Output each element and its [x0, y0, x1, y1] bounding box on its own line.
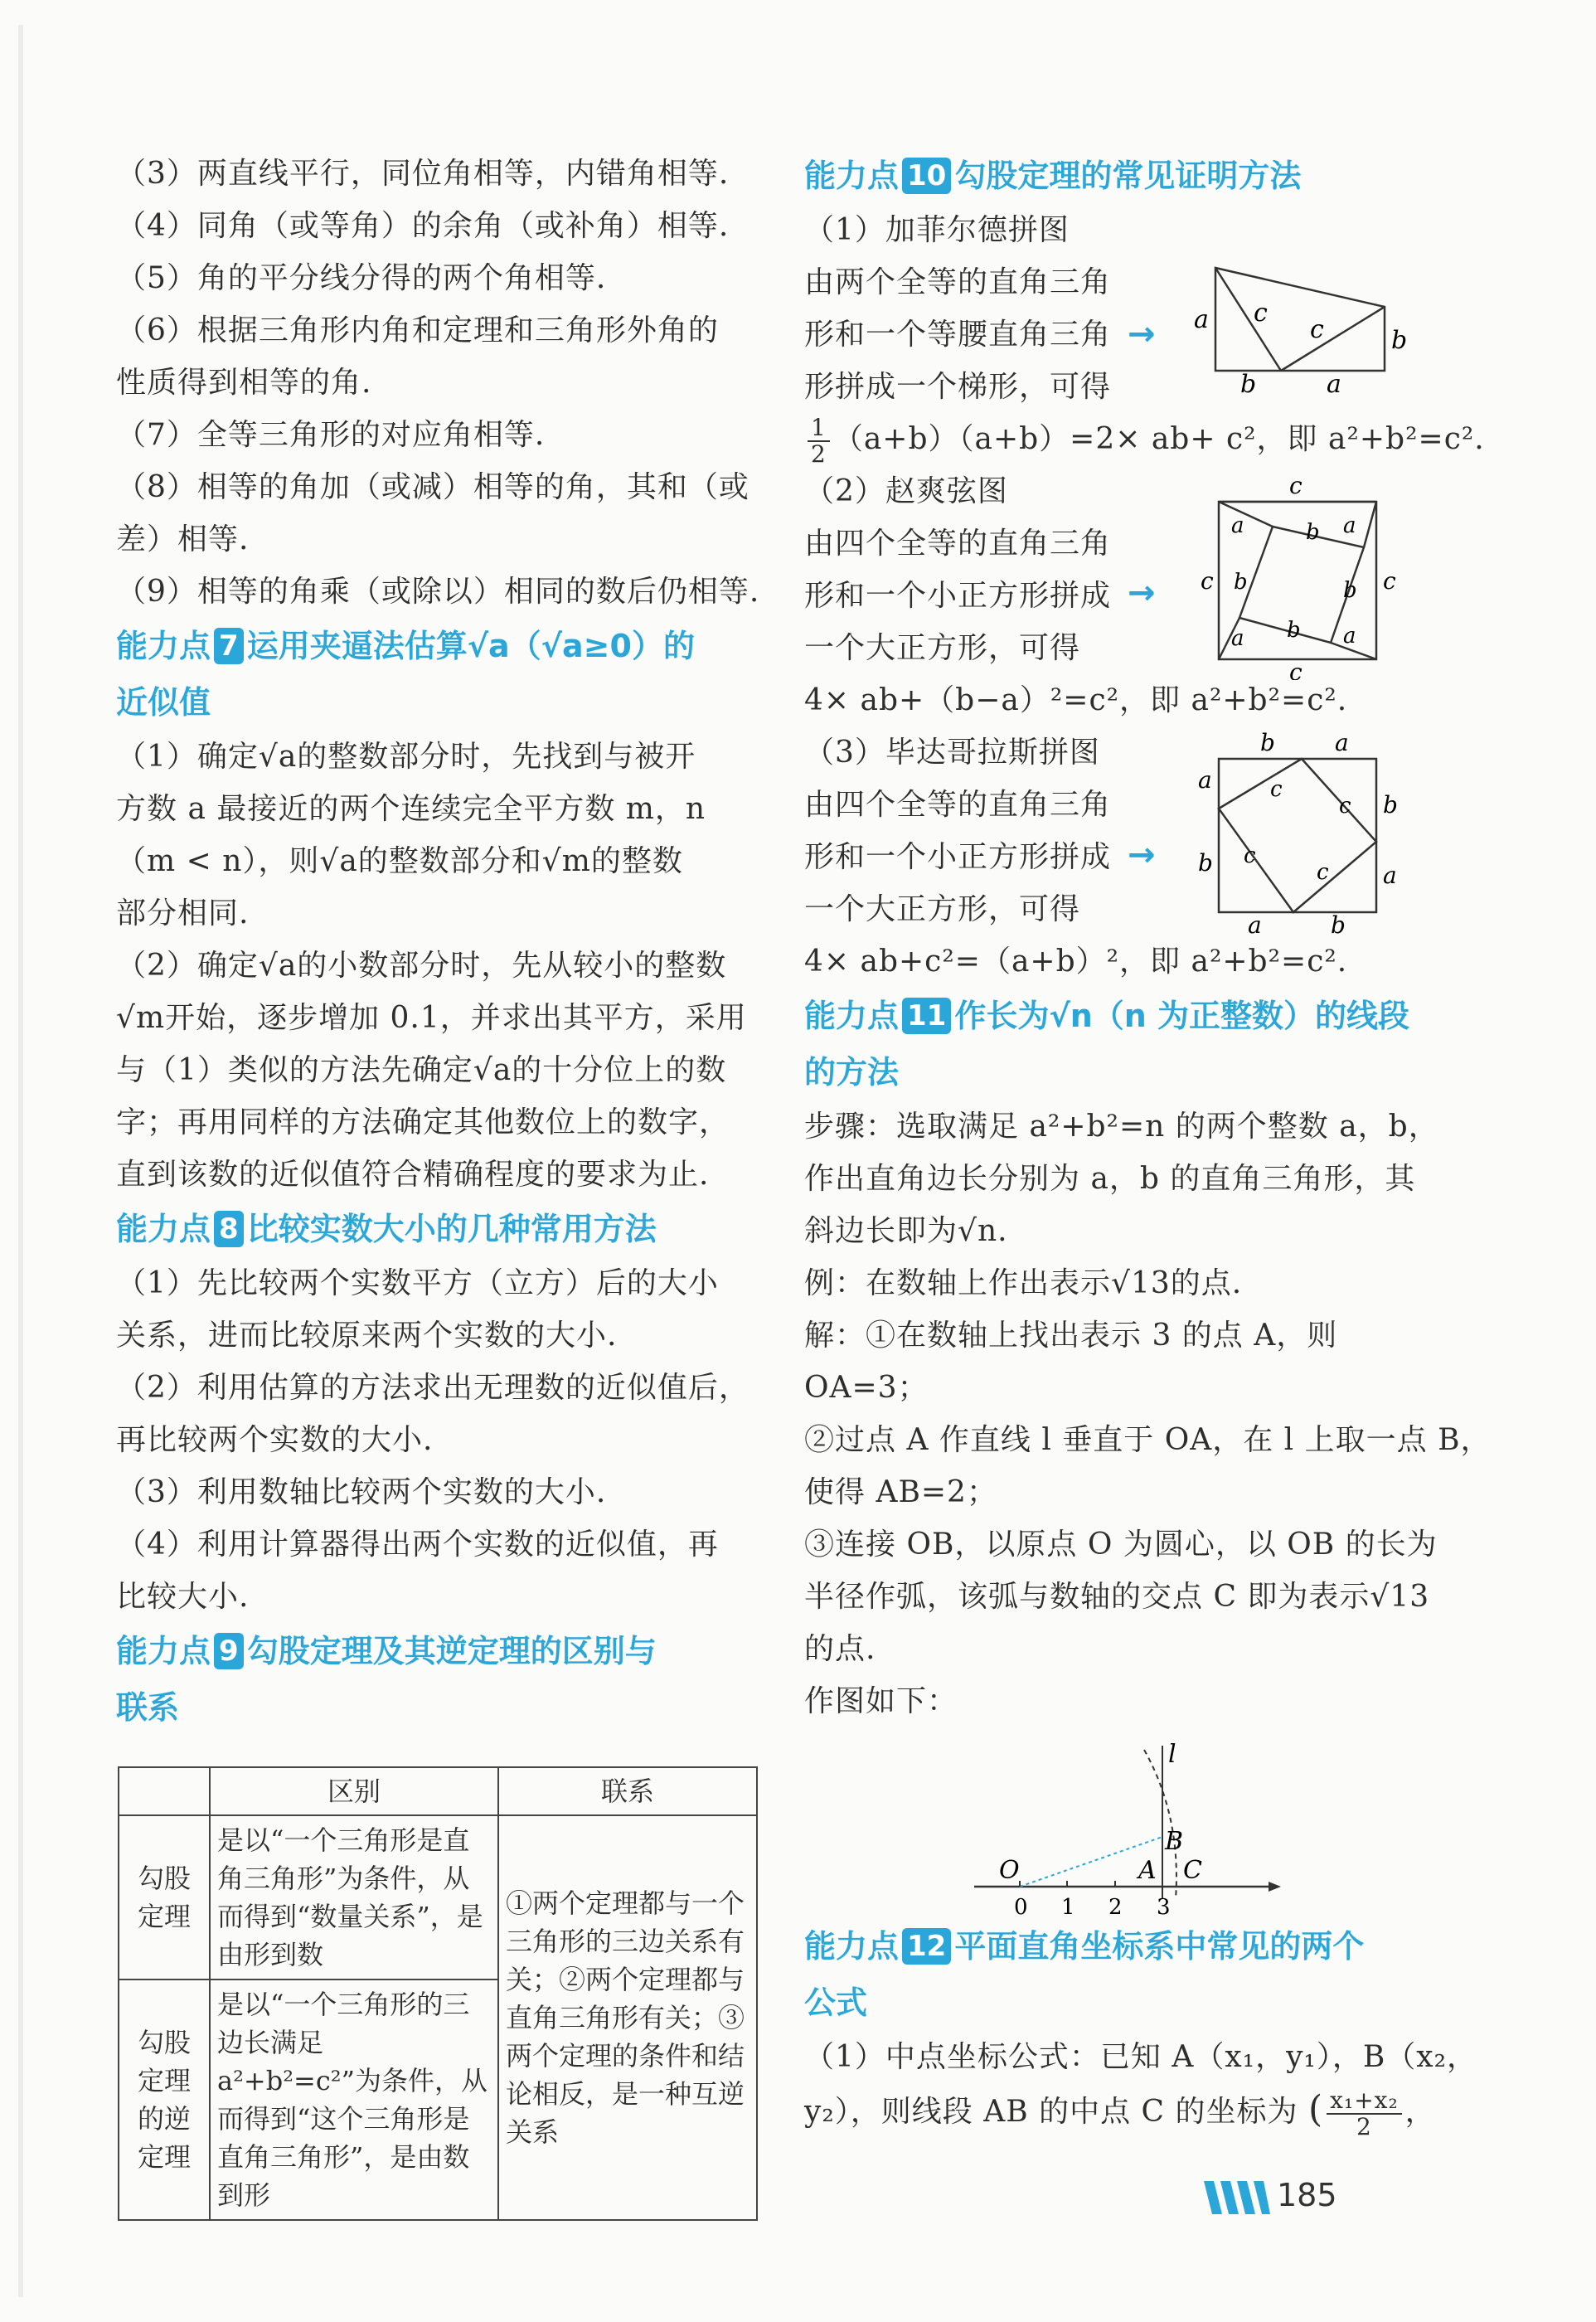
heading-prefix: 能力点 — [804, 998, 900, 1034]
text-line: 步骤：选取满足 a²+b²=n 的两个整数 a，b， — [804, 1110, 1439, 1144]
formula-text: （a+b）（a+b）=2× ab+ c²，即 a²+b²=c². — [832, 422, 1485, 456]
text-line: 差）相等. — [116, 522, 250, 556]
svg-text:b: b — [1331, 911, 1346, 937]
label: c — [1254, 299, 1268, 328]
svg-text:2: 2 — [1108, 1895, 1123, 1920]
table-header-diff: 区别 — [210, 1767, 498, 1815]
text-line: √m开始，逐步增加 0.1，并求出其平方，采用 — [116, 1001, 747, 1035]
heading-text: 作长为√n（n 为正整数）的线段 — [954, 998, 1410, 1034]
text-line: （4）同角（或等角）的余角（或补角）相等. — [116, 209, 730, 243]
svg-text:A: A — [1138, 1856, 1157, 1885]
svg-text:a: a — [1343, 513, 1356, 538]
svg-text:0: 0 — [1014, 1895, 1028, 1920]
table-row — [119, 1815, 757, 1980]
section-heading-7 — [116, 618, 754, 674]
text-line: 解：①在数轴上找出表示 3 的点 A，则 — [804, 1319, 1338, 1353]
text-line: （8）相等的角加（或减）相等的角，其和（或 — [116, 470, 749, 504]
svg-text:a: a — [1343, 624, 1356, 649]
section-heading-9-cont: 联系 — [116, 1689, 180, 1726]
text-line: 形和一个小正方形拼成 — [804, 579, 1112, 613]
svg-text:C: C — [1183, 1856, 1202, 1885]
text-line: （4）利用计算器得出两个实数的近似值，再 — [116, 1528, 719, 1562]
svg-text:b: b — [1234, 570, 1248, 595]
section-number-badge: 11 — [902, 998, 951, 1034]
left-column — [116, 148, 760, 1736]
text-line: 方数 a 最接近的两个连续完全平方数 m，n — [116, 792, 706, 826]
text-line: 部分相同. — [116, 896, 250, 930]
text-line: 性质得到相等的角. — [116, 366, 372, 400]
svg-text:b: b — [1343, 578, 1357, 603]
svg-text:a: a — [1231, 513, 1244, 538]
text-line: 半径作弧，该弧与数轴的交点 C 即为表示√13 — [804, 1580, 1430, 1614]
svg-text:b: b — [1383, 791, 1398, 819]
text-line: （3）利用数轴比较两个实数的大小. — [116, 1475, 607, 1509]
text-line: （2）确定√a的小数部分时，先从较小的整数 — [116, 949, 727, 983]
section-heading-11 — [804, 988, 1455, 1044]
text-line: （9）相等的角乘（或除以）相同的数后仍相等. — [116, 575, 760, 609]
section-heading-8 — [116, 1201, 754, 1257]
page-number: 185 — [1277, 2177, 1337, 2213]
text-line: ③连接 OB，以原点 O 为圆心，以 OB 的长为 — [804, 1528, 1438, 1562]
text-line: （1）加菲尔德拼图 — [804, 213, 1070, 247]
text-line: 由两个全等的直角三角 — [804, 265, 1112, 299]
text-line: OA=3； — [804, 1371, 929, 1405]
svg-text:b: b — [1198, 849, 1213, 877]
section-heading-12-cont: 公式 — [804, 1984, 868, 2021]
text-line: （1）先比较两个实数平方（立方）后的大小 — [116, 1266, 719, 1300]
label: b — [1240, 370, 1257, 394]
text-line: 字；再用同样的方法确定其他数位上的数字， — [116, 1105, 730, 1139]
svg-text:c: c — [1289, 658, 1303, 680]
text-line: 比较大小. — [116, 1580, 250, 1614]
formula-line: 4× ab+（b−a）²=c²，即 a²+b²=c². — [804, 683, 1348, 717]
svg-text:3: 3 — [1157, 1895, 1171, 1920]
svg-text:b: b — [1287, 618, 1301, 643]
svg-text:a: a — [1335, 730, 1349, 756]
text-line: 由四个全等的直角三角 — [804, 527, 1112, 561]
heading-prefix: 能力点 — [804, 1928, 900, 1965]
text-line: （2）利用估算的方法求出无理数的近似值后， — [116, 1371, 749, 1405]
label: a — [1327, 370, 1341, 394]
table-corner-cell — [119, 1767, 210, 1815]
heading-text: 勾股定理的常见证明方法 — [954, 158, 1302, 194]
heading-prefix: 能力点 — [116, 628, 211, 664]
svg-text:a: a — [1383, 862, 1397, 889]
svg-text:c: c — [1317, 860, 1329, 885]
svg-text:c: c — [1289, 473, 1303, 499]
text-line: （3）毕达哥拉斯拼图 — [804, 736, 1100, 770]
text-line: 的点. — [804, 1632, 876, 1666]
text-line: （2）赵爽弦图 — [804, 474, 1008, 508]
svg-text:1: 1 — [1061, 1895, 1075, 1920]
text-line: 形拼成一个梯形，可得 — [804, 370, 1112, 404]
text-line: 形和一个等腰直角三角 — [804, 318, 1112, 352]
heading-text: 比较实数大小的几种常用方法 — [246, 1211, 657, 1247]
svg-text:c: c — [1339, 794, 1351, 819]
svg-text:a: a — [1198, 766, 1212, 794]
text-line: 与（1）类似的方法先确定√a的十分位上的数 — [116, 1053, 727, 1087]
table-cell: 是以“一个三角形的三边长满足 a²+b²=c²”为条件，从而得到“这个三角形是直角三角形”，是由数到形 — [210, 1980, 498, 2220]
label: b — [1391, 326, 1408, 355]
text-line: （5）角的平分线分得的两个角相等. — [116, 261, 607, 295]
heading-text: 勾股定理及其逆定理的区别与 — [246, 1633, 657, 1669]
table-row-head: 勾股定理 — [119, 1815, 210, 1980]
text-line: 使得 AB=2； — [804, 1475, 997, 1509]
text-line: （7）全等三角形的对应角相等. — [116, 418, 546, 452]
page-gutter-shadow — [18, 25, 23, 2297]
text-line: （6）根据三角形内角和定理和三角形外角的 — [116, 313, 719, 347]
table-header-row — [119, 1767, 757, 1815]
garfield-figure — [1194, 261, 1409, 394]
text-line: 作图如下： — [804, 1684, 958, 1718]
svg-text:c: c — [1244, 843, 1256, 868]
text-line: （3）两直线平行，同位角相等，内错角相等. — [116, 157, 730, 191]
section-heading-9 — [116, 1623, 754, 1679]
section-number-badge: 10 — [902, 158, 951, 194]
arrow-icon: → — [1128, 836, 1156, 874]
number-line-figure — [966, 1733, 1281, 1924]
svg-text:c: c — [1201, 567, 1214, 595]
svg-text:a: a — [1231, 626, 1244, 651]
arrow-icon: → — [1128, 315, 1156, 353]
svg-text:O: O — [999, 1856, 1020, 1885]
comparison-table — [118, 1766, 758, 2221]
fraction: $\frac{\text{x₁+x₂}}{2}$ — [1327, 2088, 1402, 2140]
section-heading-10 — [804, 148, 1455, 204]
text-line: 关系，进而比较原来两个实数的大小. — [116, 1319, 618, 1353]
paren-glyph: ( — [1308, 2088, 1324, 2130]
formula-line — [804, 413, 1485, 468]
section-number-badge: 12 — [902, 1928, 951, 1965]
section-number-badge: 8 — [214, 1211, 244, 1247]
text-line: （1）中点坐标公式：已知 A（x₁，y₁），B（x₂， — [804, 2040, 1478, 2074]
text-line: （m < n），则√a的整数部分和√m的整数 — [116, 844, 683, 878]
page-stripes-decoration — [1204, 2181, 1270, 2214]
fraction: $\frac{1}{2}$ — [808, 415, 830, 467]
svg-text:c: c — [1383, 567, 1396, 595]
text-line: 作出直角边长分别为 a，b 的直角三角形，其 — [804, 1162, 1416, 1196]
pythagoras-figure — [1194, 730, 1418, 937]
formula-line: 4× ab+c²=（a+b）²，即 a²+b²=c². — [804, 945, 1348, 979]
table-cell: 是以“一个三角形是直角三角形”为条件，从而得到“数量关系”，是由形到数 — [210, 1815, 498, 1980]
heading-prefix: 能力点 — [804, 158, 900, 194]
section-heading-12 — [804, 1918, 1455, 1975]
text-line: 由四个全等的直角三角 — [804, 788, 1112, 822]
heading-text: 平面直角坐标系中常见的两个 — [954, 1928, 1365, 1965]
table-cell-link: ①两个定理都与一个三角形的三边关系有关；②两个定理都与直角三角形有关；③两个定理的条件和结论相反，是一种互逆关系 — [498, 1815, 757, 2220]
table-header-link: 联系 — [498, 1767, 757, 1815]
section-heading-11-cont: 的方法 — [804, 1054, 900, 1091]
table-row-head: 勾股定理的逆定理 — [119, 1980, 210, 2220]
svg-text:b: b — [1260, 730, 1275, 756]
heading-text: 运用夹逼法估算√a（√a≥0）的 — [246, 628, 695, 664]
svg-text:c: c — [1270, 777, 1283, 802]
heading-prefix: 能力点 — [116, 1633, 211, 1669]
formula-text: y₂），则线段 AB 的中点 C 的坐标为 — [804, 2095, 1298, 2129]
comma-glyph: ， — [1404, 2095, 1436, 2129]
zhao-figure — [1194, 473, 1409, 680]
text-line: 一个大正方形，可得 — [804, 892, 1081, 926]
text-line: 一个大正方形，可得 — [804, 631, 1081, 665]
text-line: （1）确定√a的整数部分时，先找到与被开 — [116, 740, 696, 774]
heading-prefix: 能力点 — [116, 1211, 211, 1247]
formula-line — [804, 2083, 1455, 2140]
svg-text:a: a — [1248, 911, 1262, 937]
label: a — [1194, 305, 1209, 334]
text-line: 直到该数的近似值符合精确程度的要求为止. — [116, 1158, 710, 1192]
svg-text:B: B — [1165, 1827, 1184, 1856]
label: c — [1310, 315, 1324, 344]
text-line: 再比较两个实数的大小. — [116, 1423, 434, 1457]
section-heading-7-cont: 近似值 — [116, 684, 211, 721]
text-line: 例：在数轴上作出表示√13的点. — [804, 1266, 1243, 1300]
section-number-badge: 7 — [214, 628, 244, 664]
svg-text:l: l — [1168, 1740, 1176, 1769]
text-line: 斜边长即为√n. — [804, 1214, 1008, 1248]
section-number-badge: 9 — [214, 1633, 244, 1669]
text-line: 形和一个小正方形拼成 — [804, 840, 1112, 874]
svg-text:b: b — [1306, 520, 1320, 545]
text-line: ②过点 A 作直线 l 垂直于 OA，在 l 上取一点 B， — [804, 1423, 1492, 1457]
arrow-icon: → — [1128, 574, 1156, 612]
